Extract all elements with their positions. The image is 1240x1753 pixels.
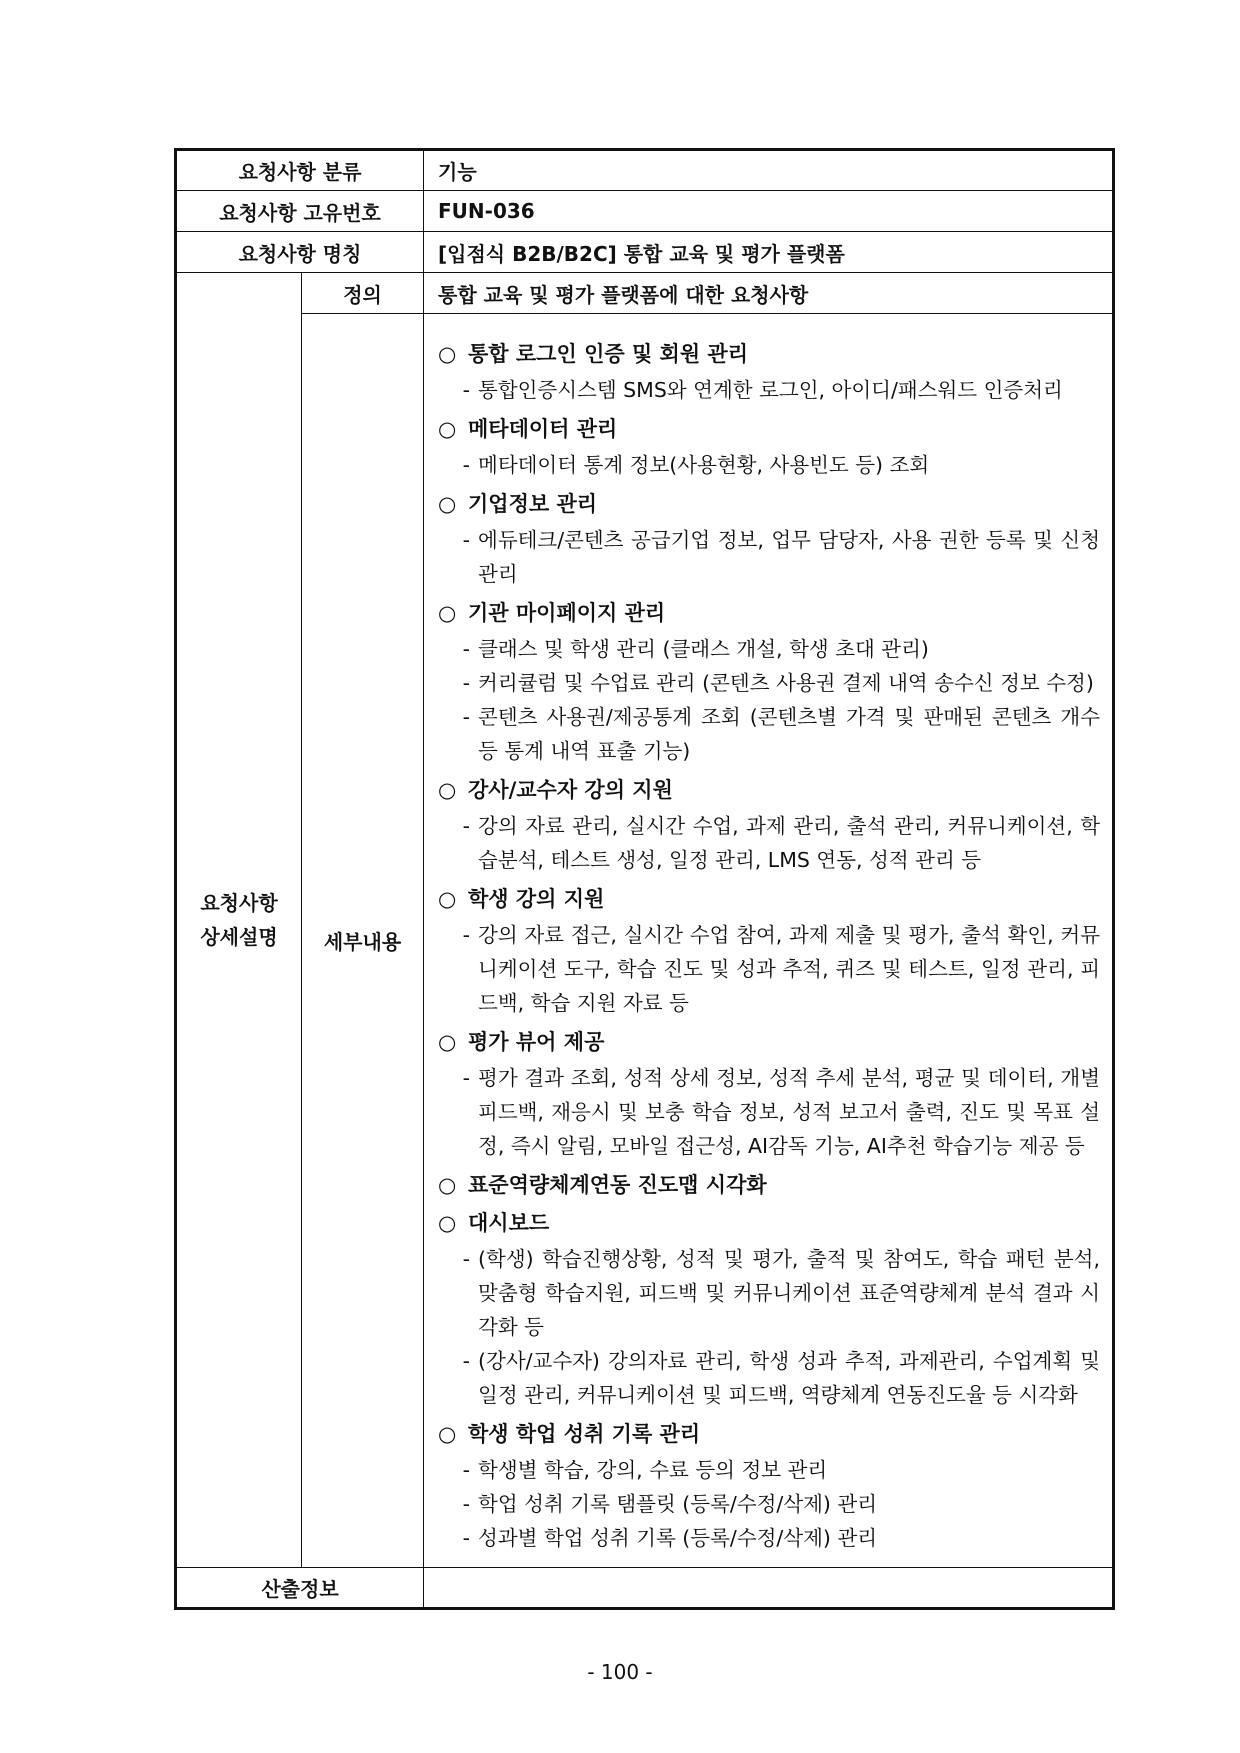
content-label: 세부내용 <box>302 314 424 1568</box>
list-item <box>438 523 1100 591</box>
list-item <box>438 632 1100 666</box>
dash-bullet-icon: - <box>462 814 471 838</box>
list-item-text: 콘텐츠 사용권/제공통계 조회 (콘텐츠별 가격 및 판매된 콘텐츠 개수 등 통계 내역 표출 기능) <box>478 705 1101 763</box>
dash-bullet-icon: - <box>462 1247 471 1271</box>
list-item-text: 성과별 학업 성취 기록 (등록/수정/삭제) 관리 <box>478 1526 878 1550</box>
output-value <box>424 1568 1114 1609</box>
detail-label-cell <box>176 273 302 1568</box>
list-item <box>438 1344 1100 1412</box>
list-item-text: 커리큘럼 및 수업료 관리 (콘텐츠 사용권 결제 내역 송수신 정보 수정) <box>478 671 1094 695</box>
circle-bullet-icon: ○ <box>438 1422 457 1446</box>
dash-bullet-icon: - <box>462 1458 471 1482</box>
section-title <box>438 1169 1100 1201</box>
detail-label-line2: 상세설명 <box>200 925 278 949</box>
list-item <box>438 918 1100 1020</box>
list-item-text: 메타데이터 통계 정보(사용현황, 사용빈도 등) 조회 <box>478 453 930 477</box>
definition-row <box>176 273 1114 314</box>
name-label: 요청사항 명칭 <box>176 232 424 273</box>
list-item <box>438 1521 1100 1555</box>
dash-bullet-icon: - <box>462 923 471 947</box>
list-item <box>438 1487 1100 1521</box>
circle-bullet-icon: ○ <box>438 417 457 441</box>
section-title-text: 학생 강의 지원 <box>468 887 605 911</box>
list-item <box>438 448 1100 482</box>
list-item <box>438 1242 1100 1344</box>
circle-bullet-icon: ○ <box>438 887 457 911</box>
circle-bullet-icon: ○ <box>438 1173 457 1197</box>
section-title <box>438 1026 1100 1058</box>
output-row <box>176 1568 1114 1609</box>
list-item-text: 클래스 및 학생 관리 (클래스 개설, 학생 초대 관리) <box>478 637 929 661</box>
section-title <box>438 1207 1100 1239</box>
list-item <box>438 373 1100 407</box>
circle-bullet-icon: ○ <box>438 778 457 802</box>
output-label: 산출정보 <box>176 1568 424 1609</box>
dash-bullet-icon: - <box>462 1492 471 1516</box>
dash-bullet-icon: - <box>462 1526 471 1550</box>
section-title-text: 표준역량체계연동 진도맵 시각화 <box>468 1173 767 1197</box>
section-title-text: 강사/교수자 강의 지원 <box>468 778 673 802</box>
list-item-text: 통합인증시스템 SMS와 연계한 로그인, 아이디/패스워드 인증처리 <box>478 378 1063 402</box>
section-title-text: 기업정보 관리 <box>468 492 598 516</box>
circle-bullet-icon: ○ <box>438 1030 457 1054</box>
circle-bullet-icon: ○ <box>438 492 457 516</box>
list-item <box>438 666 1100 700</box>
dash-bullet-icon: - <box>462 637 471 661</box>
category-value: 기능 <box>424 150 1114 191</box>
id-label: 요청사항 고유번호 <box>176 191 424 232</box>
list-item-text: 학업 성취 기록 탬플릿 (등록/수정/삭제) 관리 <box>478 1492 878 1516</box>
section-title <box>438 488 1100 520</box>
section-title-text: 통합 로그인 인증 및 회원 관리 <box>468 342 749 366</box>
definition-value: 통합 교육 및 평가 플랫폼에 대한 요청사항 <box>424 273 1114 314</box>
dash-bullet-icon: - <box>462 378 471 402</box>
id-row <box>176 191 1114 232</box>
page-number: - 100 - <box>587 1660 653 1684</box>
category-label: 요청사항 분류 <box>176 150 424 191</box>
definition-label: 정의 <box>302 273 424 314</box>
list-item-text: 강의 자료 접근, 실시간 수업 참여, 과제 제출 및 평가, 출석 확인, 커뮤니케이션 도구, 학습 진도 및 성과 추적, 퀴즈 및 테스트, 일정 관리, 피드백, 학습 지원 자료 등 <box>478 923 1101 1015</box>
section-title-text: 기관 마이페이지 관리 <box>468 601 666 625</box>
list-item-text: (학생) 학습진행상황, 성적 및 평가, 출적 및 참여도, 학습 패턴 분석, 맞춤형 학습지원, 피드백 및 커뮤니케이션 표준역량체계 분석 결과 시각화 등 <box>478 1247 1101 1339</box>
list-item <box>438 1061 1100 1163</box>
section-title <box>438 774 1100 806</box>
section-title <box>438 413 1100 445</box>
list-item <box>438 1453 1100 1487</box>
content-row <box>176 314 1114 1568</box>
circle-bullet-icon: ○ <box>438 342 457 366</box>
section-title <box>438 597 1100 629</box>
section-title-text: 학생 학업 성취 기록 관리 <box>468 1422 701 1446</box>
dash-bullet-icon: - <box>462 1066 471 1090</box>
dash-bullet-icon: - <box>462 1349 471 1373</box>
list-item-text: 학생별 학습, 강의, 수료 등의 정보 관리 <box>478 1458 828 1482</box>
dash-bullet-icon: - <box>462 705 471 729</box>
section-title-text: 대시보드 <box>468 1211 550 1235</box>
circle-bullet-icon: ○ <box>438 1211 457 1235</box>
content-cell <box>424 314 1114 1568</box>
section-title <box>438 1418 1100 1450</box>
list-item-text: (강사/교수자) 강의자료 관리, 학생 성과 추적, 과제관리, 수업계획 및 일정 관리, 커뮤니케이션 및 피드백, 역량체계 연동진도율 등 시각화 <box>478 1349 1101 1407</box>
list-item-text: 강의 자료 관리, 실시간 수업, 과제 관리, 출석 관리, 커뮤니케이션, 학습분석, 테스트 생성, 일정 관리, LMS 연동, 성적 관리 등 <box>478 814 1101 872</box>
list-item-text: 에듀테크/콘텐츠 공급기업 정보, 업무 담당자, 사용 권한 등록 및 신청 관리 <box>478 528 1101 586</box>
list-item <box>438 809 1100 877</box>
section-title <box>438 338 1100 370</box>
name-value: [입점식 B2B/B2C] 통합 교육 및 평가 플랫폼 <box>424 232 1114 273</box>
dash-bullet-icon: - <box>462 453 471 477</box>
section-title-text: 메타데이터 관리 <box>468 417 618 441</box>
detail-label-line1: 요청사항 <box>200 891 278 915</box>
dash-bullet-icon: - <box>462 528 471 552</box>
category-row <box>176 150 1114 191</box>
section-title <box>438 883 1100 915</box>
requirement-table <box>174 148 1115 1610</box>
name-row <box>176 232 1114 273</box>
id-value: FUN-036 <box>424 191 1114 232</box>
section-list <box>438 338 1100 1555</box>
section-title-text: 평가 뷰어 제공 <box>468 1030 605 1054</box>
dash-bullet-icon: - <box>462 671 471 695</box>
circle-bullet-icon: ○ <box>438 601 457 625</box>
list-item <box>438 700 1100 768</box>
list-item-text: 평가 결과 조회, 성적 상세 정보, 성적 추세 분석, 평균 및 데이터, 개별 피드백, 재응시 및 보충 학습 정보, 성적 보고서 출력, 진도 및 목표 설정, 즉시 알림, 모바일 접근성, AI감독 기능, AI추천 학습기능 제공 등 <box>478 1066 1101 1158</box>
